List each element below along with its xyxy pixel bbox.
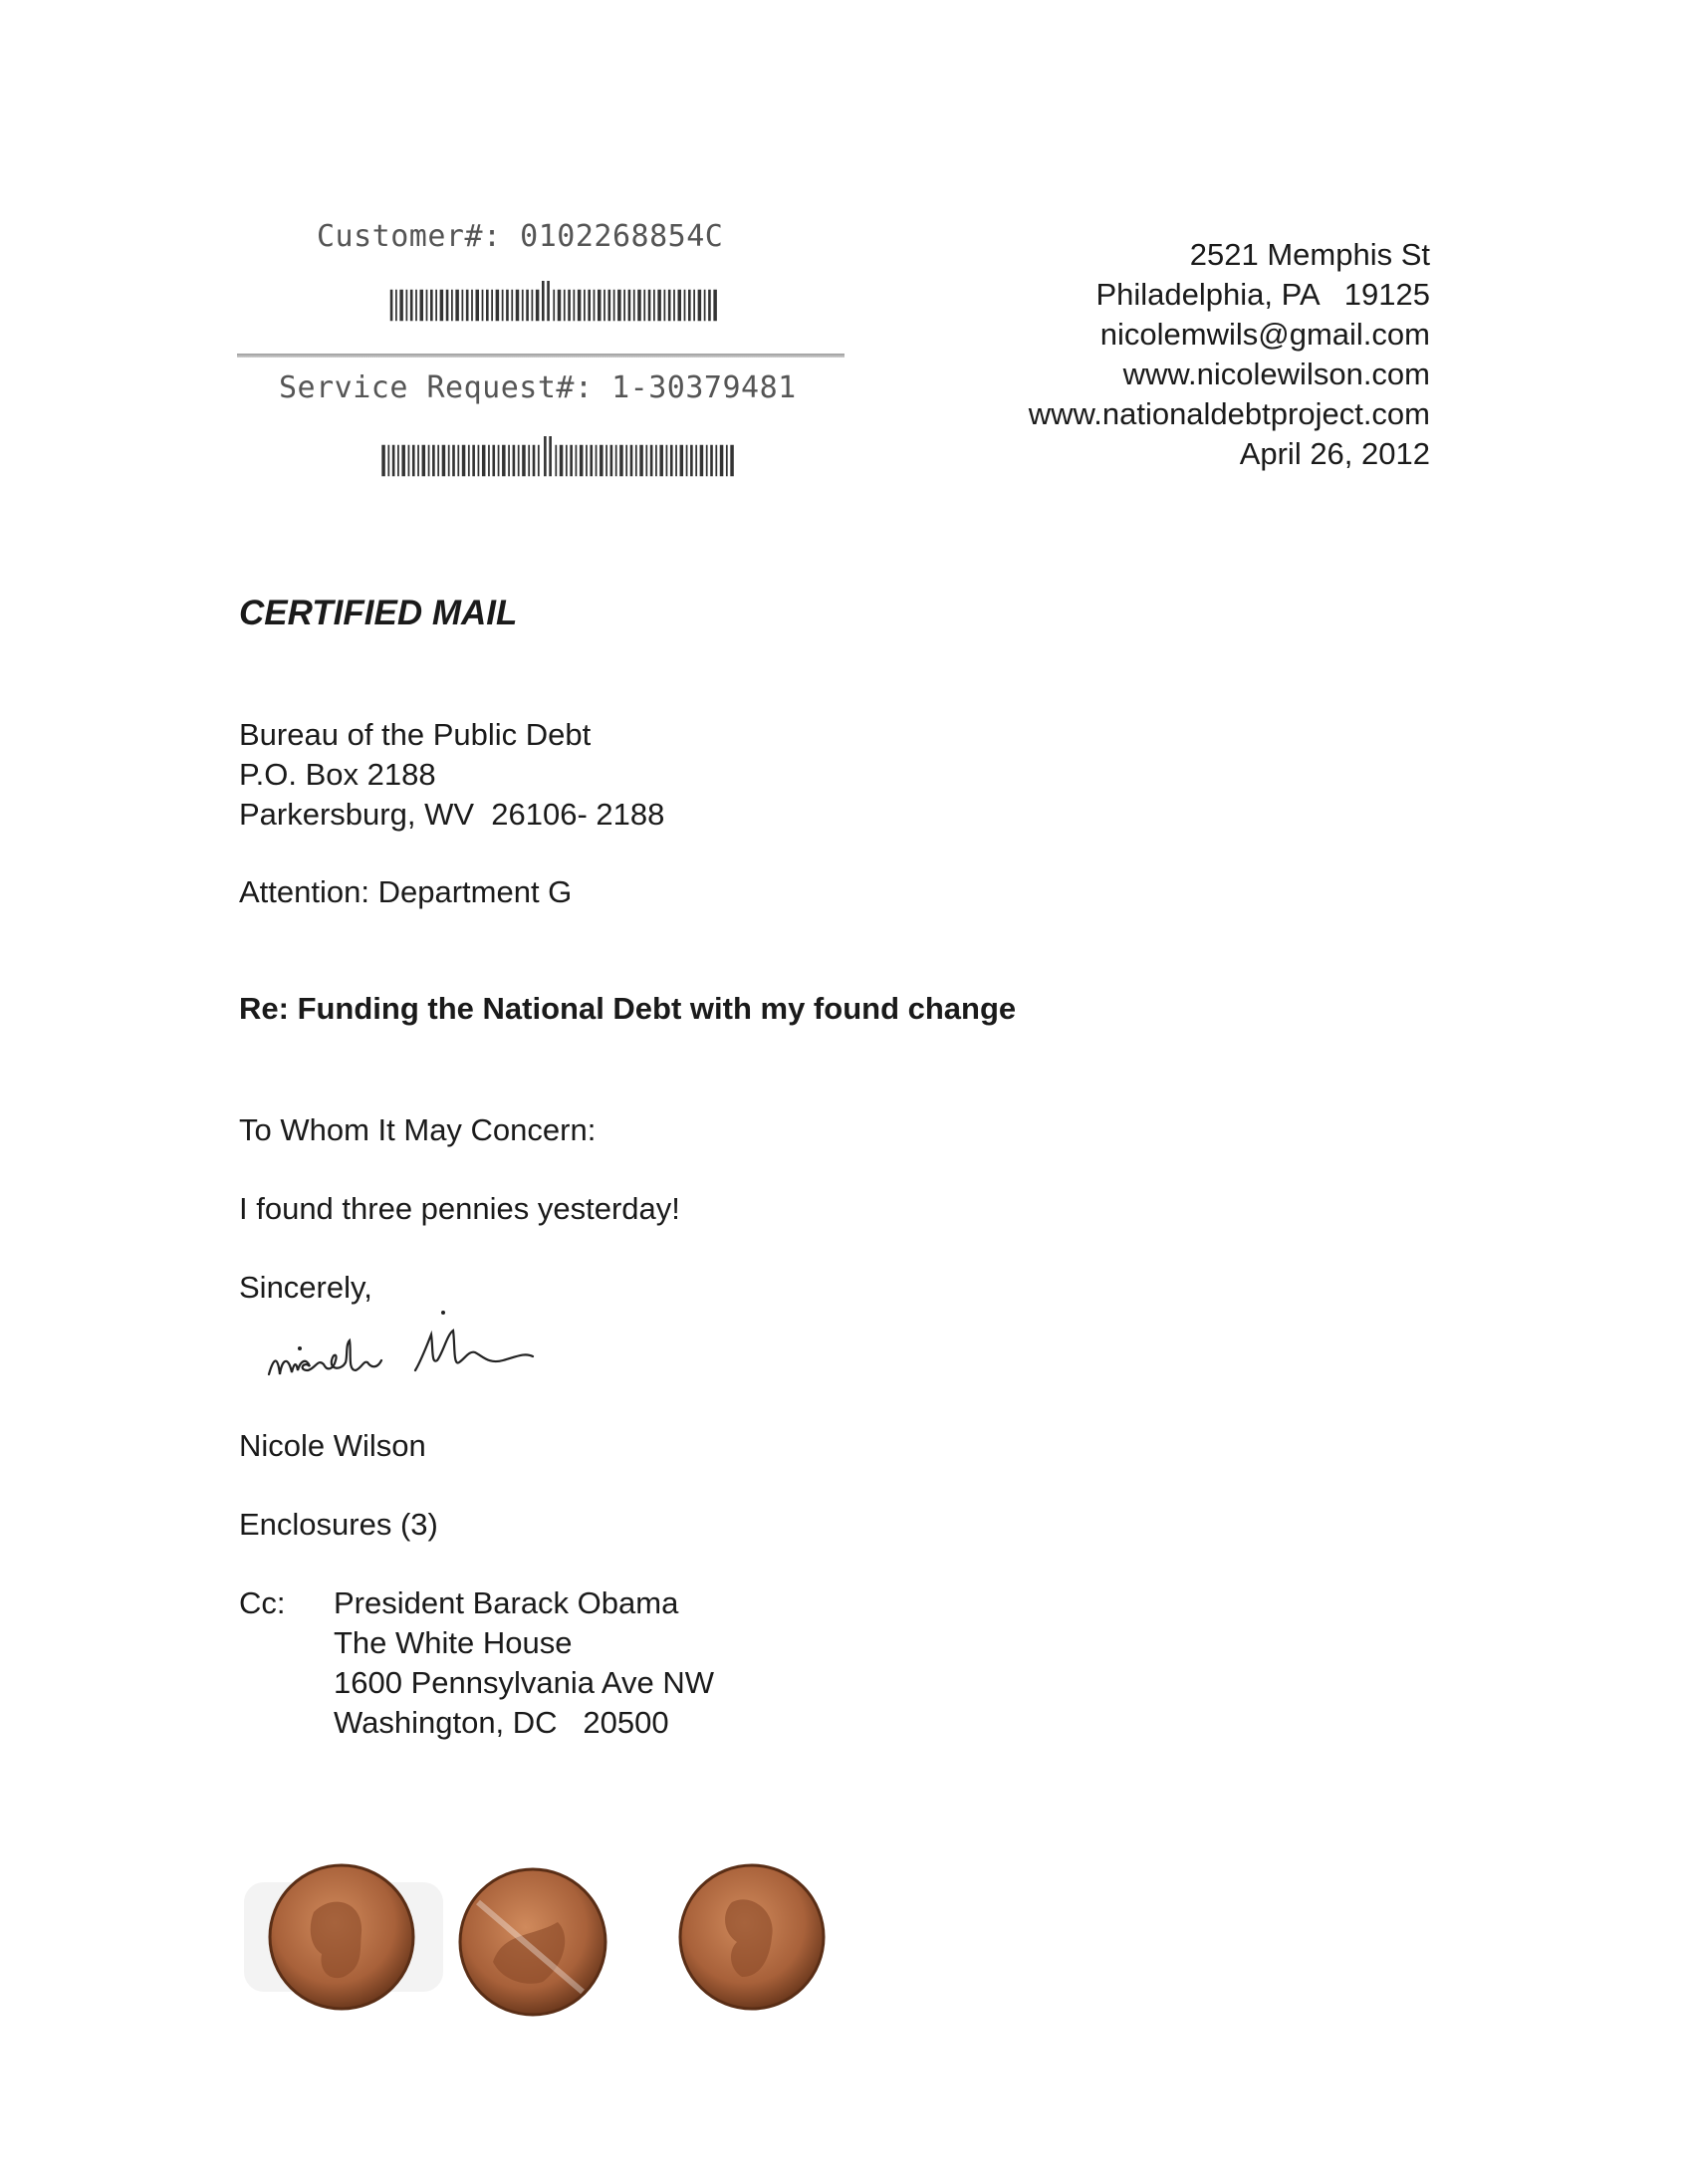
recipient-name: Bureau of the Public Debt: [239, 717, 592, 752]
cc-street: 1600 Pennsylvania Ave NW: [334, 1665, 714, 1700]
recipient-city: Parkersburg, WV 26106- 2188: [239, 797, 665, 832]
barcode-stamp: [237, 211, 844, 500]
recipient-po-box: P.O. Box 2188: [239, 757, 436, 792]
customer-barcode: [366, 281, 745, 323]
cc-block: [239, 1583, 714, 1743]
service-request-barcode: [357, 436, 760, 478]
service-request-number: Service Request#: 1-30379481: [279, 370, 797, 405]
cc-label: Cc:: [239, 1585, 286, 1620]
signature: [264, 1305, 603, 1394]
closing: Sincerely,: [239, 1270, 372, 1305]
customer-number: Customer#: 0102268854C: [317, 219, 724, 254]
recipient-address: [239, 715, 664, 835]
enclosures: Enclosures (3): [239, 1507, 438, 1542]
sender-website-project: www.nationaldebtproject.com: [1028, 396, 1430, 431]
cc-recipient: President Barack Obama: [334, 1585, 679, 1620]
cc-city: Washington, DC 20500: [334, 1705, 669, 1740]
stamp-divider: [237, 354, 844, 358]
signer-name: Nicole Wilson: [239, 1428, 426, 1463]
sender-city: Philadelphia, PA 19125: [1095, 277, 1430, 312]
sender-email: nicolemwils@gmail.com: [1099, 317, 1430, 352]
penny-1: [244, 1842, 443, 2032]
letter-date: April 26, 2012: [1239, 436, 1430, 471]
sender-address: [1029, 235, 1430, 474]
penny-2: [433, 1842, 632, 2042]
sender-street: 2521 Memphis St: [1189, 237, 1430, 272]
attention-line: Attention: Department G: [239, 874, 573, 909]
certified-mail-heading: CERTIFIED MAIL: [239, 594, 518, 632]
sender-website: www.nicolewilson.com: [1122, 357, 1430, 391]
cc-line-white-house: The White House: [334, 1625, 573, 1660]
salutation: To Whom It May Concern:: [239, 1112, 597, 1147]
subject-line: Re: Funding the National Debt with my found change: [239, 991, 1017, 1026]
letter-body: I found three pennies yesterday!: [239, 1191, 680, 1226]
penny-3: [652, 1842, 851, 2042]
